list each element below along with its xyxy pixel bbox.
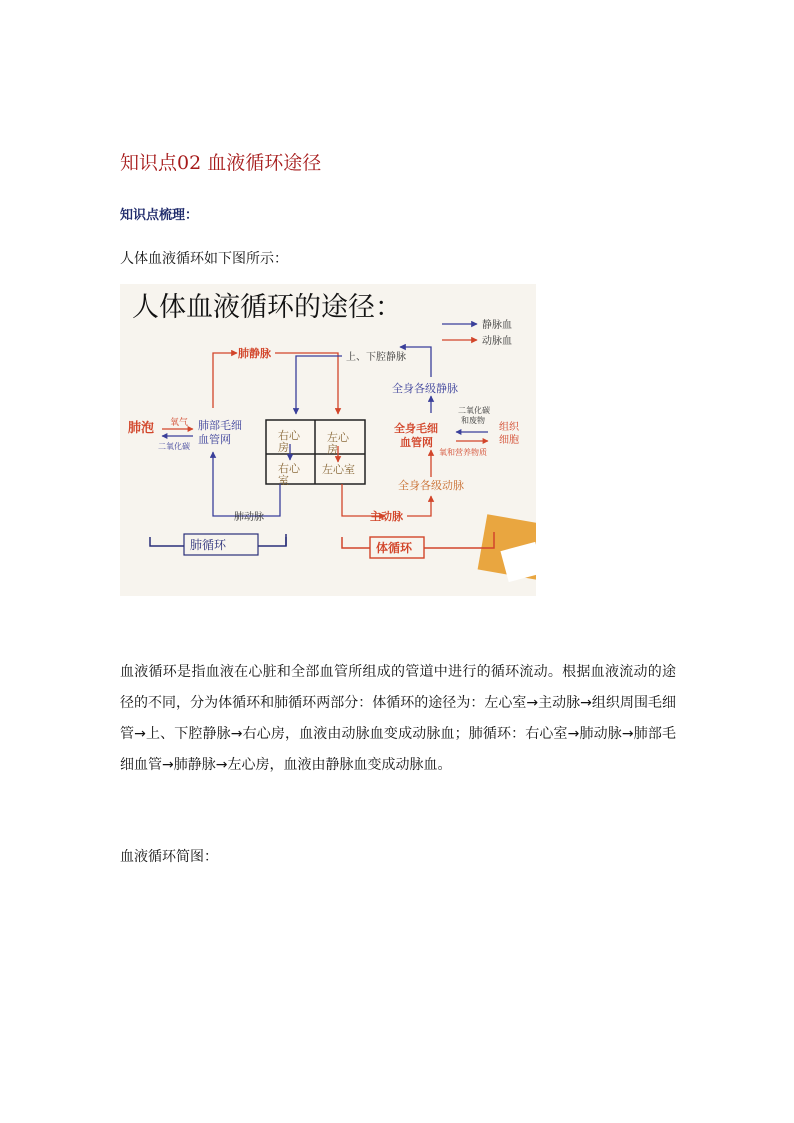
pulmonary-circulation-label: 肺循环 — [190, 538, 227, 552]
systemic-bracket — [342, 532, 494, 558]
right-atrium-label-2: 房 — [278, 441, 289, 454]
alveoli-label: 肺泡 — [128, 421, 155, 436]
left-atrium-label-2: 房 — [327, 443, 338, 456]
body-arteries-label: 全身各级动脉 — [398, 479, 464, 492]
lung-vein-label: 肺静脉 — [238, 347, 271, 360]
lung-vein-to-heart — [275, 353, 338, 414]
lung-artery-label: 肺动脉 — [234, 512, 264, 523]
body-capillary-label: 全身毛细 — [394, 422, 438, 435]
left-ventricle-label: 左心室 — [322, 463, 355, 476]
oxygen-label: 氧气 — [170, 418, 189, 428]
o2-nutrients-label: 氧和营养物质 — [439, 448, 487, 457]
systemic-circulation-label: 体循环 — [376, 541, 413, 555]
tissue-cell-label-2: 细胞 — [499, 435, 519, 446]
heart-chambers — [266, 420, 365, 487]
vena-cava-path — [296, 356, 342, 414]
intro-text: 人体血液循环如下图所示： — [120, 251, 288, 267]
pulmonary-bracket — [150, 534, 286, 555]
lung-capillary-label: 肺部毛细 — [198, 419, 242, 432]
right-ventricle-label-2: 室 — [278, 474, 289, 487]
aorta-to-arteries — [407, 496, 431, 516]
body-capillary-label-2: 血管网 — [400, 436, 433, 449]
blood-circulation-diagram — [120, 284, 536, 596]
outline-label: 血液循环简图： — [120, 849, 218, 865]
legend-vein-label: 静脉血 — [482, 320, 512, 331]
lung-vein-path — [213, 353, 237, 408]
co2-waste-label: 二氧化碳 — [458, 406, 490, 415]
vena-cava-label: 上、下腔静脉 — [346, 352, 406, 363]
body-paragraph: 血液循环是指血液在心脏和全部血管所组成的管道中进行的循环流动。根据血液流动的途径的不同，分为体循环和肺循环两部分：体循环的途径为：左心室→主动脉→组织周围毛细管→上、下腔静脉→右心房，血液由动脉血变成动脉血；肺循环：右心室→肺动脉→肺部毛细血管→肺静脉→左心房，血液由静脉血变成动脉血。 — [120, 664, 676, 773]
blood-circulation-figure — [120, 284, 536, 596]
left-atrium-label: 左心 — [327, 431, 349, 444]
lung-capillary-label-2: 血管网 — [198, 433, 231, 446]
legend-artery-label: 动脉血 — [482, 336, 512, 347]
page-title: 知识点02 血液循环途径 — [120, 152, 322, 174]
co2-waste-label-2: 和废物 — [461, 416, 485, 425]
section-heading: 知识点梳理： — [120, 208, 199, 223]
right-atrium-label: 右心 — [278, 429, 300, 442]
right-ventricle-label: 右心 — [278, 462, 300, 475]
aorta-label: 主动脉 — [370, 510, 403, 523]
figure-title: 人体血液循环的途径： — [132, 292, 402, 323]
body-veins-label: 全身各级静脉 — [392, 382, 458, 395]
tissue-cell-label: 组织 — [499, 422, 519, 433]
co2-left-label: 二氧化碳 — [158, 442, 190, 451]
